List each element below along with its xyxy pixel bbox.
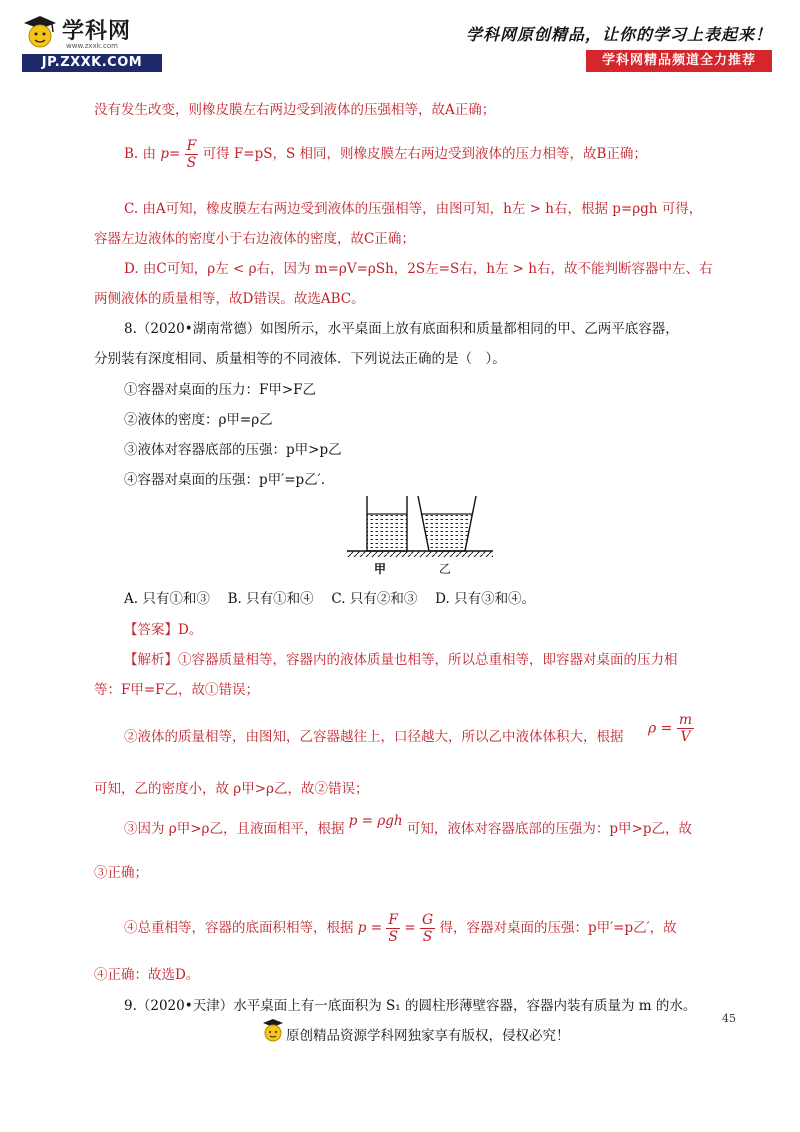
container-figure <box>345 494 495 579</box>
analysis-line-4: ④总重相等，容器的底面积相等，根据 p = $\frac{F}{S}$ = $\frac{G}{S}$ 得，容器对桌面的压强：p甲′=p乙′，故 <box>124 912 677 945</box>
logo-mascot-icon <box>22 14 58 52</box>
statement-2: ②液体的密度：ρ甲=ρ乙 <box>124 412 273 428</box>
statement-1: ①容器对桌面的压力：F甲>F乙 <box>124 382 317 398</box>
figure-label-right: 乙 <box>439 562 452 576</box>
question-8: 8.（2020•湖南常德）如图所示，水平桌面上放有底面积和质量都相同的甲、乙两平底容器， <box>124 321 679 337</box>
text-line: 没有发生改变，则橡皮膜左右两边受到液体的压强相等，故A正确； <box>94 102 496 118</box>
text-line: C. 由A可知，橡皮膜左右两边受到液体的压强相等，由图可知，h左 > h右，根据 p=ρgh 可得， <box>124 201 703 217</box>
density-formula: ρ = $\frac{m}{V}$ <box>648 712 693 745</box>
statement-3: ③液体对容器底部的压强：p甲>p乙 <box>124 442 342 458</box>
text-line-b: B. 由 p= $\frac{F}{S}$ 可得 F=pS，S 相同，则橡皮膜左右两边受到液体的压力相等，故B正确； <box>124 138 647 171</box>
header-banner: 学科网精品频道全力推荐 <box>586 50 772 72</box>
header-slogan: 学科网原创精品，让你的学习上表起来！ <box>465 25 772 44</box>
statement-4: ④容器对桌面的压强：p甲′=p乙′. <box>124 472 326 488</box>
logo-url: JP.ZXXK.COM <box>22 54 162 72</box>
question-8-cont: 分别装有深度相同、质量相等的不同液体．下列说法正确的是（ ）。 <box>94 351 506 367</box>
text-line: 容器左边液体的密度小于右边液体的密度，故C正确； <box>94 231 415 247</box>
analysis-line: ②液体的质量相等，由图知，乙容器越往上，口径越大，所以乙中液体体积大，根据 <box>124 729 624 745</box>
logo-name: 学科网 <box>62 19 132 44</box>
analysis-line-3: ③因为 ρ甲>ρ乙，且液面相平，根据 p = ρgh 可知，液体对容器底部的压强为：p甲>p乙，故 <box>124 813 692 837</box>
answer: 【答案】D。 <box>124 622 203 638</box>
question-9: 9.（2020•天津）水平桌面上有一底面积为 S₁ 的圆柱形薄壁容器，容器内装有质量为 m 的水。 <box>124 998 697 1014</box>
analysis-line: 【解析】①容器质量相等，容器内的液体质量也相等，所以总重相等，即容器对桌面的压力相 <box>124 652 678 668</box>
figure-label-left: 甲 <box>374 562 387 576</box>
logo-sub: www.zxxk.com <box>66 42 118 50</box>
footer-text: 原创精品资源学科网独家享有版权，侵权必究！ <box>286 1028 570 1044</box>
text-line: 两侧液体的质量相等，故D错误。故选ABC。 <box>94 291 365 307</box>
analysis-line: 等：F甲=F乙，故①错误； <box>94 682 260 698</box>
analysis-line: 可知，乙的密度小，故 ρ甲>ρ乙，故②错误； <box>94 781 369 797</box>
analysis-line: ③正确； <box>94 865 148 881</box>
choices: A. 只有①和③ B. 只有①和④ C. 只有②和③ D. 只有③和④。 <box>124 591 536 607</box>
analysis-line: ④正确：故选D。 <box>94 967 200 983</box>
footer-mascot-icon <box>262 1018 284 1044</box>
page-number: 45 <box>722 1012 736 1025</box>
text-line: D. 由C可知，ρ左 < ρ右，因为 m=ρV=ρSh，2S左=S右，h左 > h右，故不能判断容器中左、右 <box>124 261 713 277</box>
